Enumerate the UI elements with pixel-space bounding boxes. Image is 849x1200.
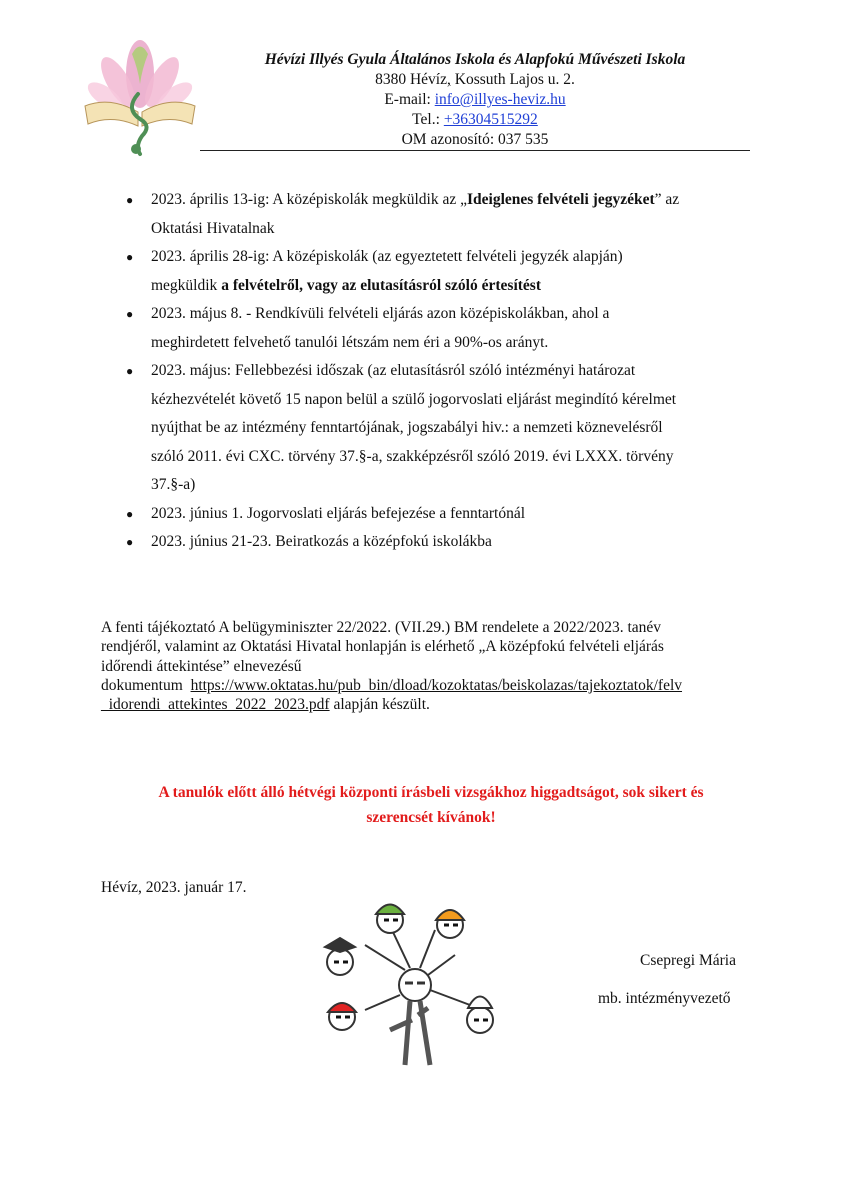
timeline-list	[126, 186, 766, 557]
document-link[interactable]: https://www.oktatas.hu/pub_bin/dload/kozoktatas/beiskolazas/tajekoztatok/felv	[190, 676, 683, 694]
letterhead	[200, 50, 750, 150]
phone-link[interactable]: +36304515292	[443, 111, 538, 128]
header-divider	[200, 150, 750, 151]
school-logo	[80, 34, 200, 159]
bullet-icon: ●	[126, 535, 134, 549]
bullet-icon: ●	[126, 364, 134, 378]
list-item: ● 2023. április 28-ig: A középiskolák (az egyeztetett felvételi jegyzék alapján) megküldik a felvételről, vagy az elutasításról szóló értesítést	[126, 243, 766, 300]
list-item: ● 2023. május: Fellebbezési időszak (az elutasításról szóló intézményi határozat kézhezvételét követő 15 napon belül a szülő jogorvoslati eljárást megindító kérelmet nyújthat be az intézmény fenntartójának, jogszabályi hiv.: a nemzeti köznevelésről szóló 2011. évi CXC. törvény 37.§-a, szakképzésről szóló 2019. évi LXXX. törvény 37.§-a)	[126, 357, 766, 500]
email-line: E-mail: info@illyes-heviz.hu	[384, 91, 566, 108]
document-link-cont[interactable]: _idorendi_attekintes_2022_2023.pdf	[101, 696, 330, 714]
bullet-icon: ●	[126, 193, 134, 207]
address: 8380 Hévíz, Kossuth Lajos u. 2.	[375, 71, 575, 88]
email-link[interactable]: info@illyes-heviz.hu	[434, 91, 566, 108]
wish-text: A tanulók előtt álló hétvégi központi írásbeli vizsgákhoz higgadtságot, sok sikert és szerencsét kívánok!	[158, 784, 704, 826]
list-item: ● 2023. június 1. Jogorvoslati eljárás befejezése a fenntartónál	[126, 500, 766, 529]
phone-line: Tel.: +36304515292	[412, 111, 538, 128]
list-item: ● 2023. június 21-23. Beiratkozás a középfokú iskolákba	[126, 528, 766, 557]
list-item: ● 2023. május 8. - Rendkívüli felvételi eljárás azon középiskolákban, ahol a meghirdetett felvehető tanulói létszám nem éri a 90%-os arányt.	[126, 300, 766, 357]
bullet-icon: ●	[126, 250, 134, 264]
bullet-icon: ●	[126, 506, 134, 521]
signature-name: Csepregi Mária	[640, 952, 736, 969]
letter-date: Hévíz, 2023. január 17.	[101, 879, 247, 896]
om-id: OM azonosító: 037 535	[401, 131, 549, 148]
bullet-icon: ●	[126, 307, 134, 321]
list-item: ● 2023. április 13-ig: A középiskolák megküldik az „Ideiglenes felvételi jegyzéket” az Oktatási Hivatalnak	[126, 186, 766, 243]
school-name: Hévízi Illyés Gyula Általános Iskola és Alapfokú Művészeti Iskola	[264, 51, 686, 68]
signature-title: mb. intézményvezető	[598, 990, 731, 1007]
info-paragraph: A fenti tájékoztató A belügyminiszter 22/2022. (VII.29.) BM rendelete a 2022/2023. tanév rendjéről, valamint az Oktatási Hivatal honlapján is elérhető „A középfokú felvételi eljárás időrendi áttekintése” elnevezésű dokumentum https://www.oktatas.hu/pub_bin/dload/kozoktatas/beiskolazas/tajekoztatok/felv _idorendi_attekintes_2022_2023.pdf alapján készült.	[101, 619, 683, 714]
students-illustration	[310, 880, 520, 1090]
